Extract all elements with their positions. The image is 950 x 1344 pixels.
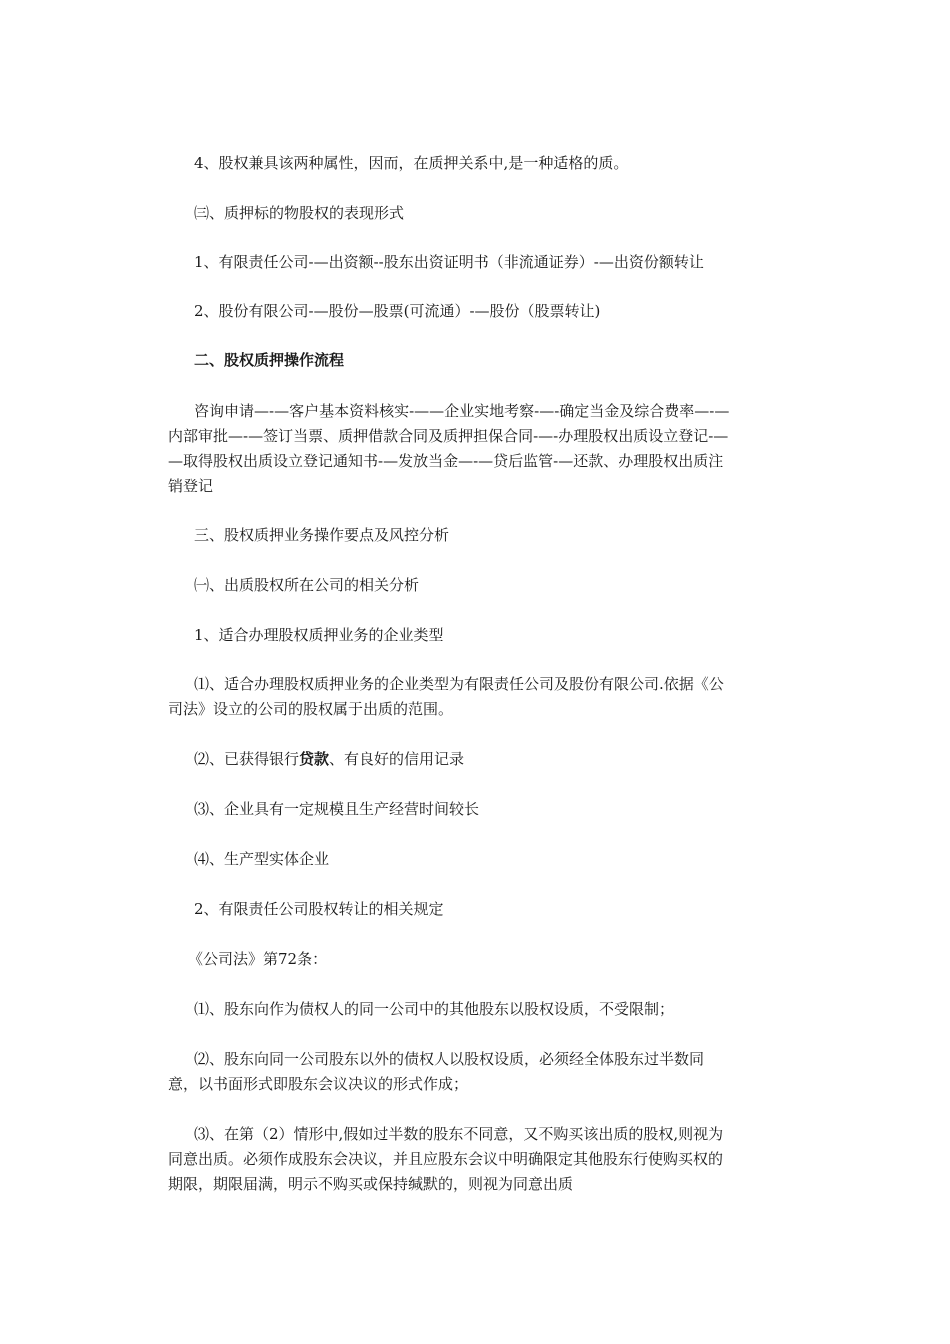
rule-line: 同意出质。必须作成股东会决议，并且应股东会议中明确限定其他股东行使购买权的 [168,1150,724,1168]
subheading-pledge-object-forms: ㈢、质押标的物股权的表现形式 [194,204,405,222]
subheading-company-analysis: ㈠、出质股权所在公司的相关分析 [194,576,420,594]
process-flow-line: 内部审批—-—签订当票、质押借款合同及质押担保合同-—-办理股权出质设立登记-— [168,427,729,445]
item-production-entity: ⑷、生产型实体企业 [194,850,330,868]
rule-internal-shareholder: ⑴、股东向作为债权人的同一公司中的其他股东以股权设质，不受限制； [194,1000,675,1018]
rule-line: 意，以书面形式即股东会议决议的形式作成； [168,1075,469,1093]
process-flow-line: 咨询申请—-—客户基本资料核实-——企业实地考察-—-确定当金及综合费率—-— [194,402,730,420]
law-reference: 《公司法》第72条： [188,950,328,968]
item-scale-operation: ⑶、企业具有一定规模且生产经营时间较长 [194,800,480,818]
paragraph-joint-stock-form: 2、股份有限公司-—股份—股票(可流通）-—股份（股票转让) [194,302,601,320]
heading-operation-process: 二、股权质押操作流程 [194,351,345,369]
subheading-llc-transfer-rules: 2、有限责任公司股权转让的相关规定 [194,900,444,918]
paragraph-equity-attributes: 4、股权兼具该两种属性，因而，在质押关系中,是一种适格的质。 [194,154,629,172]
item-text: 、有良好的信用记录 [329,750,465,768]
item-line: ⑴、适合办理股权质押业务的企业类型为有限责任公司及股份有限公司.依据《公 [194,675,724,693]
rule-line: 期限，期限届满，明示不购买或保持缄默的，则视为同意出质 [168,1175,574,1193]
rule-line: ⑶、在第（2）情形中,假如过半数的股东不同意，又不购买该出质的股权,则视为 [194,1125,724,1143]
paragraph-llc-form: 1、有限责任公司-—出资额--股东出资证明书（非流通证券）-—出资份额转让 [194,253,704,271]
subheading-suitable-enterprise-types: 1、适合办理股权质押业务的企业类型 [194,626,444,644]
process-flow-line: —取得股权出质设立登记通知书-—发放当金—-—贷后监管-—还款、办理股权出质注 [168,452,724,470]
loan-keyword: 贷款 [299,750,330,768]
item-text: ⑵、已获得银行 [194,750,300,768]
item-bank-loan-credit [194,746,464,772]
item-line: 司法》设立的公司的股权属于出质的范围。 [168,700,454,718]
heading-key-points-risk: 三、股权质押业务操作要点及风控分析 [194,526,450,544]
rule-line: ⑵、股东向同一公司股东以外的债权人以股权设质，必须经全体股东过半数同 [194,1050,705,1068]
process-flow-line: 销登记 [168,477,214,495]
